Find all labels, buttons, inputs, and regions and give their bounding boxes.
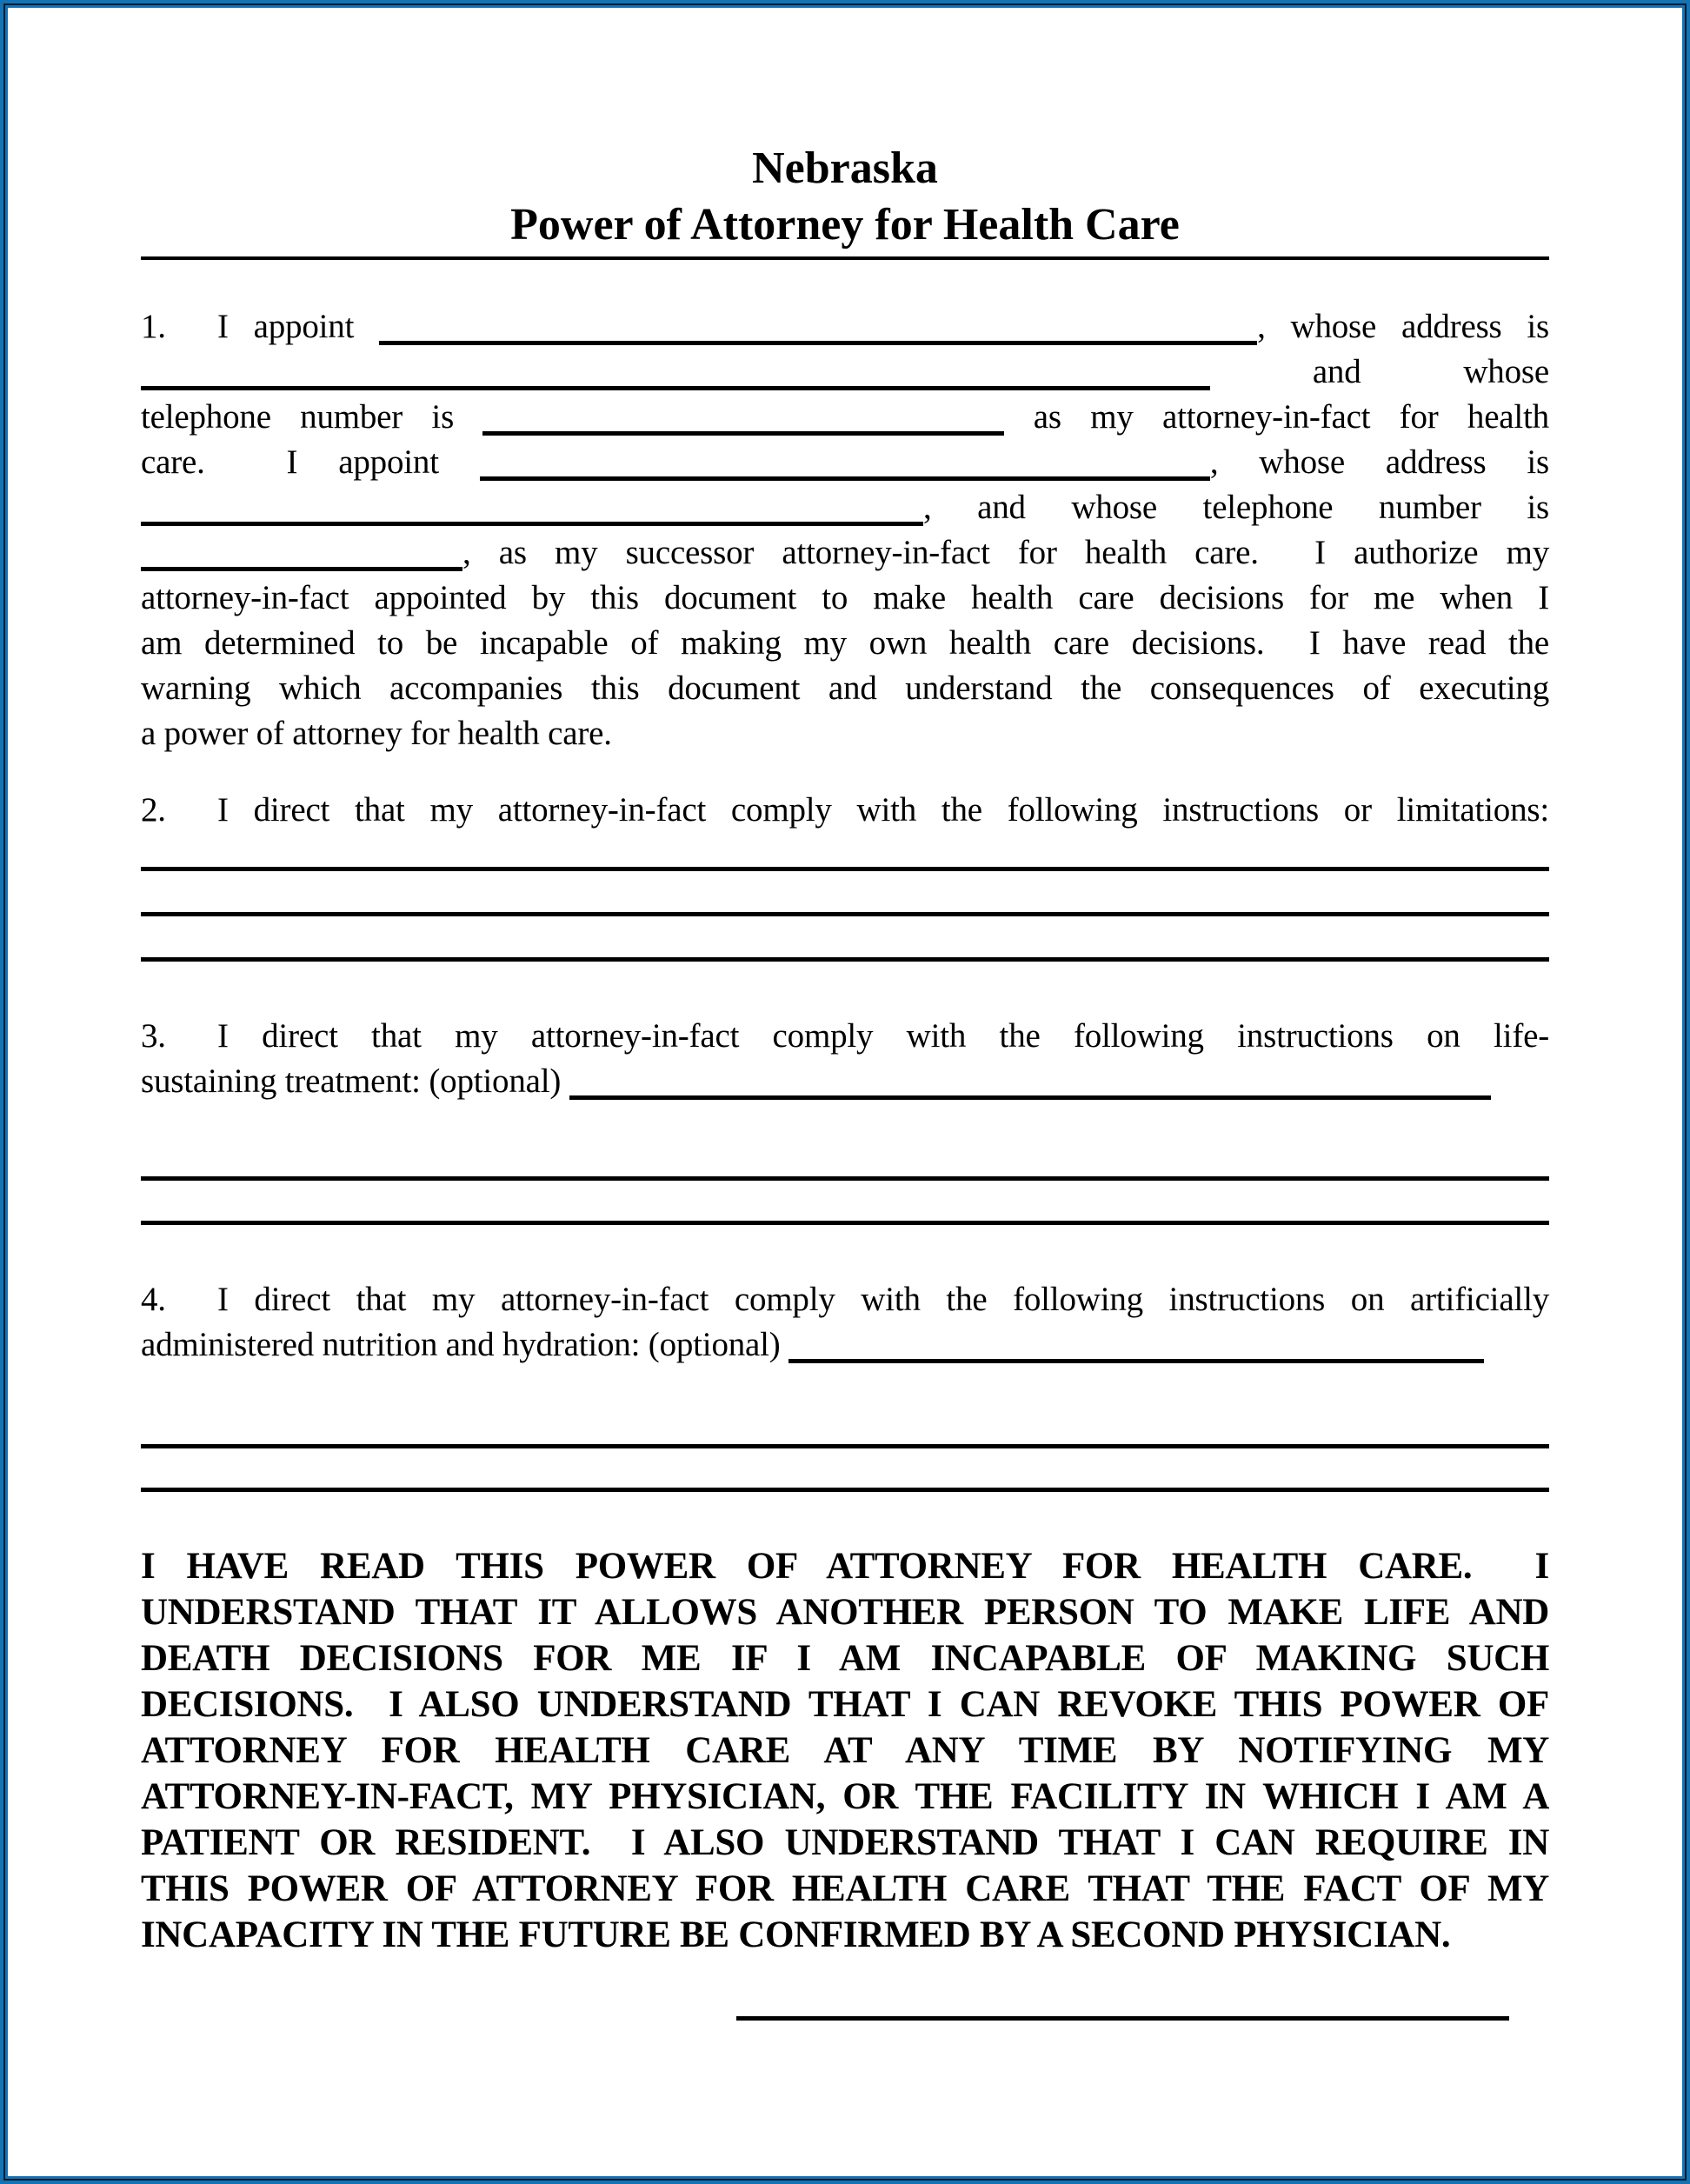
text-run: , and whose telephone number is bbox=[923, 489, 1549, 526]
title-main: Power of Attorney for Health Care bbox=[510, 200, 1180, 250]
p1-line-1 bbox=[141, 304, 1549, 350]
affirm-line-1 bbox=[141, 1543, 1549, 1589]
p1-line-10 bbox=[141, 711, 1549, 756]
text-run: DECISIONS. I ALSO UNDERSTAND THAT I CAN REVOKE THIS POWER OF bbox=[141, 1684, 1549, 1725]
affirm-line-9 bbox=[141, 1912, 1549, 1958]
blank-attorney-phone bbox=[482, 405, 1004, 436]
affirm-line-2 bbox=[141, 1589, 1549, 1635]
nutrition-blank-line-2 bbox=[141, 1448, 1549, 1492]
text-run: I direct that my attorney-in-fact comply with the following instructions on artificially bbox=[217, 1281, 1549, 1318]
text-run: I direct that my attorney-in-fact comply with the following instructions on life- bbox=[217, 1017, 1549, 1055]
text-run: ATTORNEY FOR HEALTH CARE AT ANY TIME BY NOTIFYING MY bbox=[141, 1730, 1549, 1771]
text-run: THIS POWER OF ATTORNEY FOR HEALTH CARE THAT THE FACT OF MY bbox=[141, 1868, 1549, 1909]
spacer bbox=[141, 1104, 1549, 1135]
text-run: ATTORNEY-IN-FACT, MY PHYSICIAN, OR THE FACILITY IN WHICH I AM A bbox=[141, 1776, 1549, 1817]
document-header bbox=[141, 140, 1549, 260]
item-number-3: 3. bbox=[141, 1017, 166, 1055]
instructions-blank-line-1 bbox=[141, 833, 1549, 871]
life-sustaining-blank-line-1 bbox=[141, 1135, 1549, 1181]
blank-successor-name bbox=[480, 450, 1210, 481]
text-run: as my attorney-in-fact for health bbox=[1033, 398, 1549, 436]
text-run: , whose address is bbox=[1257, 308, 1549, 345]
p1-line-8 bbox=[141, 621, 1549, 666]
p1-line-6 bbox=[141, 530, 1549, 576]
p4-line-1 bbox=[141, 1277, 1549, 1322]
document-title bbox=[141, 140, 1549, 253]
p4-line-2 bbox=[141, 1322, 1549, 1368]
affirm-line-4 bbox=[141, 1681, 1549, 1728]
p1-line-4 bbox=[141, 440, 1549, 485]
p1-line-7 bbox=[141, 576, 1549, 621]
text-run: am determined to be incapable of making my own health care decisions. I have read the bbox=[141, 624, 1549, 662]
text-run: care. I appoint bbox=[141, 443, 439, 481]
affirm-line-8 bbox=[141, 1866, 1549, 1912]
blank-attorney-name bbox=[379, 315, 1257, 345]
affirm-line-5 bbox=[141, 1728, 1549, 1774]
text-run: sustaining treatment: (optional) bbox=[141, 1062, 562, 1100]
paragraph-4-nutrition-hydration bbox=[141, 1277, 1549, 1492]
affirm-line-7 bbox=[141, 1820, 1549, 1866]
signature-line bbox=[736, 1975, 1509, 2021]
title-state: Nebraska bbox=[752, 143, 938, 193]
text-run: DEATH DECISIONS FOR ME IF I AM INCAPABLE OF MAKING SUCH bbox=[141, 1638, 1549, 1679]
text-run: administered nutrition and hydration: (optional) bbox=[141, 1326, 781, 1363]
blank-successor-address bbox=[141, 496, 923, 526]
text-run: warning which accompanies this document and understand the consequences of executing bbox=[141, 669, 1549, 707]
text-run: INCAPACITY IN THE FUTURE BE CONFIRMED BY A SECOND PHYSICIAN. bbox=[141, 1914, 1451, 1955]
text-run: attorney-in-fact appointed by this document to make health care decisions for me when I bbox=[141, 579, 1549, 616]
life-sustaining-blank-line-2 bbox=[141, 1181, 1549, 1225]
p1-line-5 bbox=[141, 485, 1549, 530]
text-run: a power of attorney for health care. bbox=[141, 715, 612, 752]
text-run: and whose bbox=[1312, 353, 1549, 390]
p3-line-2 bbox=[141, 1059, 1549, 1104]
blank-life-sustaining-inline bbox=[569, 1069, 1491, 1100]
paragraph-1-appointment bbox=[141, 304, 1549, 756]
affirm-line-3 bbox=[141, 1635, 1549, 1681]
text-run: , whose address is bbox=[1209, 443, 1550, 481]
blank-attorney-address bbox=[141, 360, 1210, 390]
p3-line-1 bbox=[141, 1014, 1549, 1059]
text-run: , as my successor attorney-in-fact for health care. I authorize my bbox=[462, 534, 1549, 571]
document-page bbox=[8, 8, 1682, 2176]
text-run: PATIENT OR RESIDENT. I ALSO UNDERSTAND THAT I CAN REQUIRE IN bbox=[141, 1822, 1549, 1863]
nutrition-blank-line-1 bbox=[141, 1403, 1549, 1448]
p1-line-9 bbox=[141, 666, 1549, 711]
affirm-line-6 bbox=[141, 1774, 1549, 1820]
text-run: UNDERSTAND THAT IT ALLOWS ANOTHER PERSON TO MAKE LIFE AND bbox=[141, 1592, 1549, 1633]
instructions-blank-line-2 bbox=[141, 871, 1549, 916]
spacer bbox=[141, 1368, 1549, 1403]
paragraph-3-life-sustaining bbox=[141, 1014, 1549, 1225]
blank-nutrition-inline bbox=[788, 1333, 1484, 1363]
item-number-1: 1. bbox=[141, 308, 166, 345]
item-number-2: 2. bbox=[141, 791, 166, 829]
affirmation-statement bbox=[141, 1543, 1549, 1958]
text-run: I HAVE READ THIS POWER OF ATTORNEY FOR HEALTH CARE. I bbox=[141, 1546, 1549, 1587]
p1-line-2 bbox=[141, 350, 1549, 395]
page-border-inner bbox=[3, 3, 1687, 2181]
text-run: I direct that my attorney-in-fact comply with the following instructions or limitations: bbox=[217, 791, 1549, 829]
text-run: telephone number is bbox=[141, 398, 455, 436]
title-rule bbox=[141, 256, 1549, 260]
instructions-blank-line-3 bbox=[141, 916, 1549, 962]
blank-successor-phone bbox=[141, 541, 462, 571]
paragraph-2-instructions bbox=[141, 788, 1549, 962]
item-number-4: 4. bbox=[141, 1281, 166, 1318]
p1-line-3 bbox=[141, 395, 1549, 440]
p2-line-1 bbox=[141, 788, 1549, 833]
text-run: I appoint bbox=[217, 308, 355, 345]
